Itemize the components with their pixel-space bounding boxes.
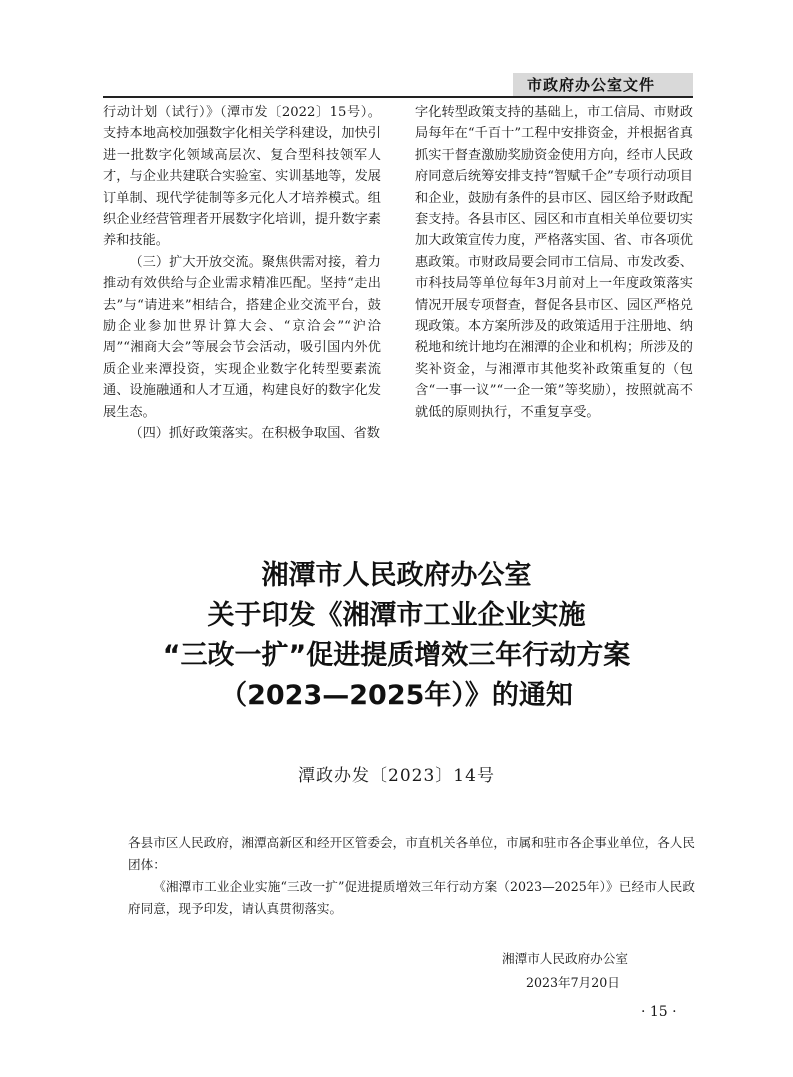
notice-title [60,556,733,716]
section-header-tag [513,73,693,98]
title-line: “三改一扩”促进提质增效三年行动方案 [162,640,631,671]
signature-date: 2023年7月20日 [526,975,620,990]
page-number: · 15 · [641,1004,677,1020]
left-column [103,102,381,445]
right-paragraph: 字化转型政策支持的基础上，市工信局、市财政局每年在“千百十”工程中安排资金，并根据省真抓实干督查激励奖励资金使用方向，经市人民政府同意后统筹安排支持“智赋千企”专项行动项目和企业，鼓励有条件的县市区、园区给予财政配套支持。各县市区、园区和市直相关单位要切实加大政策宣传力度，严格落实国、省、市各项优惠政策。市财政局要会同市工信局、市发改委、市科技局等单位每年3月前对上一年度政策落实情况开展专项督查，督促各县市区、园区严格兑现政策。本方案所涉及的政策适用于注册地、纳税地和统计地均在湘潭的企业和机构；所涉及的奖补资金，与湘潭市其他奖补政策重复的（包含“一事一议”“一企一策”等奖励），按照就高不就低的原则执行，不重复享受。 [415,105,693,420]
title-line: 湘潭市人民政府办公室 [261,560,532,591]
notice-text: 《湘潭市工业企业实施“三改一扩”促进提质增效三年行动方案（2023—2025年）》已经市人民政府同意，现予印发，请认真贯彻落实。 [128,879,695,916]
header-rule [103,96,693,98]
title-line: （2023—2025年）》的通知 [220,680,573,711]
document-number: 潭政办发〔2023〕14号 [298,766,495,786]
left-paragraph: （四）抓好政策落实。在积极争取国、省数 [129,426,380,442]
notice-recipients: 各县市区人民政府，湘潭高新区和经开区管委会，市直机关各单位，市属和驻市各企事业单位，各人民团体： [128,835,695,872]
left-paragraph: 行动计划（试行）》（潭市发〔2022〕15号）。支持本地高校加强数字化相关学科建设，加快引进一批数字化领域高层次、复合型科技领军人才，与企业共建联合实验室、实训基地等，发展订单制、现代学徒制等多元化人才培养模式。组织企业经营管理者开展数字化培训，提升数字素养和技能。 [103,105,381,249]
signature-organization: 湘潭市人民政府办公室 [502,951,628,966]
left-paragraph: （三）扩大开放交流。聚焦供需对接，着力推动有效供给与企业需求精准匹配。坚持“走出去”与“请进来”相结合，搭建企业交流平台，鼓励企业参加世界计算大会、“京洽会”“沪洽周”“湘商大会”等展会节会活动，吸引国内外优质企业来潭投资，实现企业数字化转型要素流通、设施融通和人才互通，构建良好的数字化发展生态。 [103,254,381,420]
notice-body [128,832,695,920]
section-header-label: 市政府办公室文件 [527,76,656,94]
title-line: 关于印发《湘潭市工业企业实施 [207,600,586,631]
right-column [415,102,693,423]
